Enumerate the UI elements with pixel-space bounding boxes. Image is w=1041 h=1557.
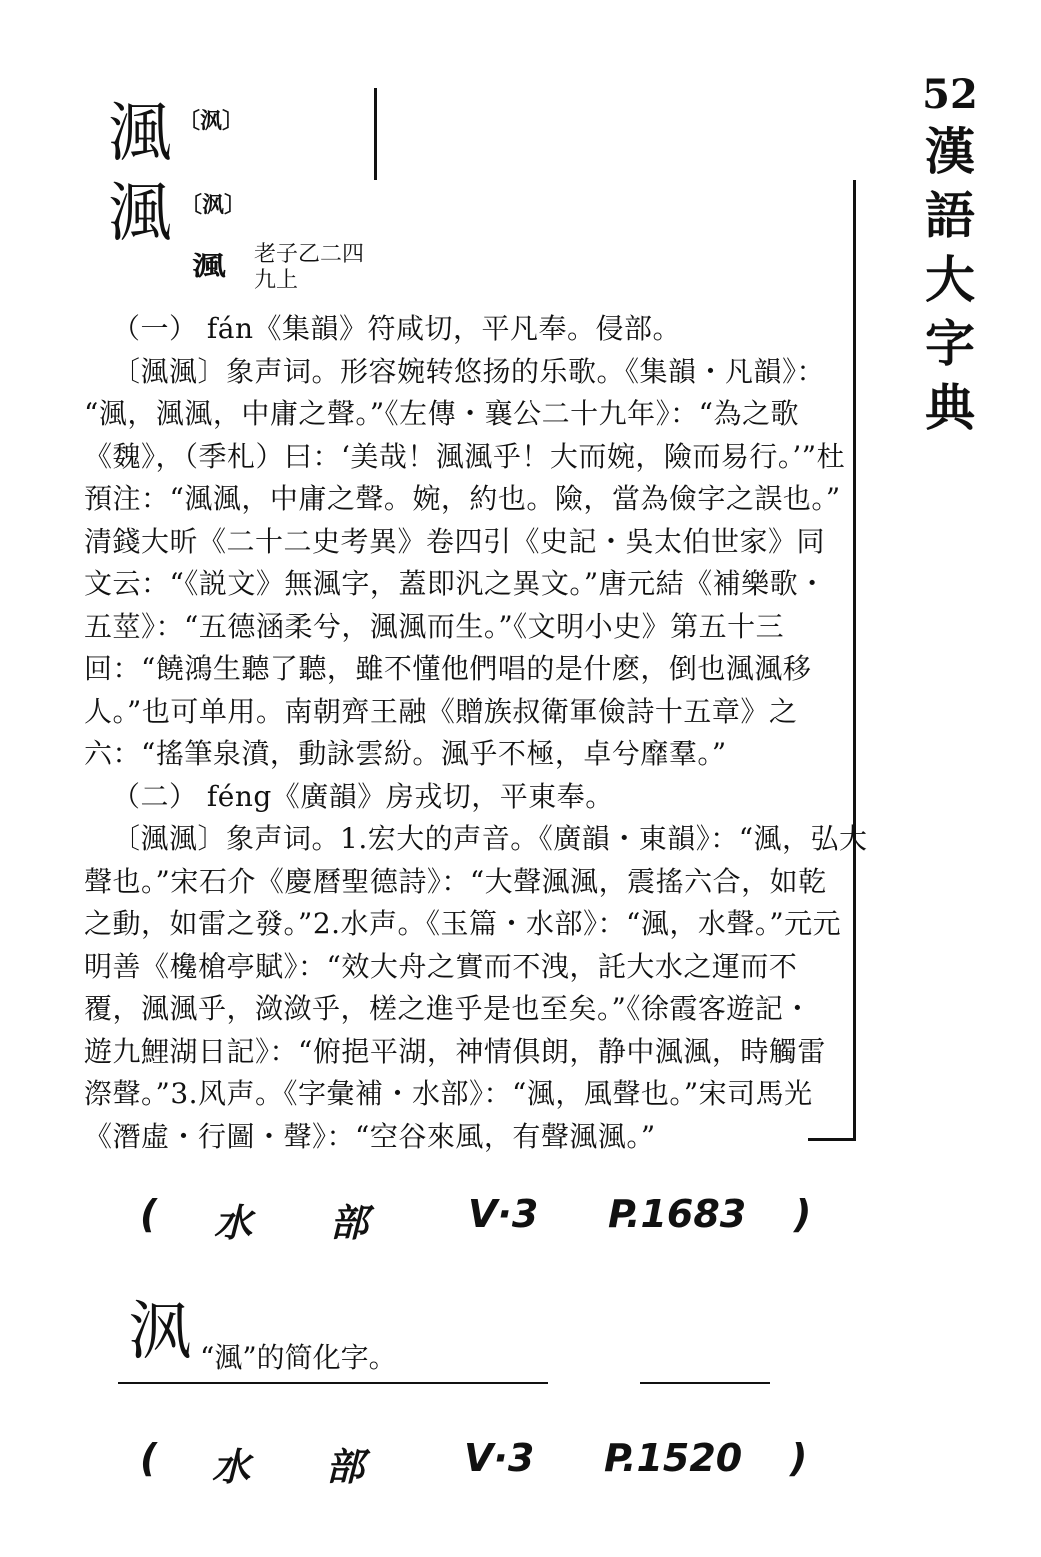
definition-line: 聲也。”宋石介《慶曆聖德詩》：“大聲渢渢，震搖六合，如乾	[84, 864, 827, 898]
page-number: 52	[922, 71, 978, 118]
definition-line: 《魏》，（季札）曰：‘美哉！渢渢乎！大而婉，險而易行。’”杜	[84, 439, 846, 473]
definition-line: 遊九鯉湖日記》：“俯挹平湖，神情俱朗，静中渢渢，時觸雷	[84, 1034, 826, 1068]
definition-line: 回：“饒鴻生聽了聽，雖不懂他們唱的是什麽，倒也渢渢移	[84, 652, 812, 685]
headword: 渢	[108, 177, 172, 251]
seal-source: 老子乙二四 九上	[254, 242, 365, 293]
seal-script-glyph: 渢	[192, 252, 226, 282]
definition-line: 五莖》：“五德涵柔兮，渢渢而生。”《文明小史》第五十三	[84, 609, 785, 643]
title-char: 漢	[925, 122, 975, 181]
reading-header: （一） fán《集韻》符咸切，平凡奉。侵部。	[112, 312, 681, 345]
divider-line	[640, 1382, 770, 1384]
definition-line: 明善《欃槍亭賦》：“效大舟之實而不洩，託大水之運而不	[84, 949, 798, 983]
divider-line	[853, 180, 856, 1140]
definition-line: 清錢大昕《二十二史考異》卷四引《史記・吳太伯世家》同	[84, 524, 826, 558]
title-char: 典	[925, 378, 975, 437]
definition-line: 《潛虛・行圖・聲》：“空谷來風，有聲渢渢。”	[84, 1119, 656, 1153]
definition-line: 人。”也可单用。南朝齊王融《贈族叔衛軍儉詩十五章》之	[84, 694, 798, 728]
divider-line	[374, 88, 377, 180]
title-char: 大	[925, 250, 975, 309]
definition-line: “渢，渢渢，中庸之聲。”《左傳・襄公二十九年》：“為之歌	[84, 397, 799, 430]
definition-line: 漈聲。”3.风声。《字彙補・水部》：“渢，風聲也。”宋司馬光	[84, 1077, 813, 1110]
title-char: 語	[925, 186, 975, 245]
definition-line: 六：“搖筆泉濆，動詠雲紛。渢乎不極，卓兮靡羣。”	[84, 737, 727, 770]
simplified-headword: 沨	[128, 1295, 192, 1369]
definition-line: 〔渢渢〕象声词。1.宏大的声音。《廣韻・東韻》：“渢，弘大	[112, 822, 868, 855]
reading-header: （二） féng《廣韻》房戎切，平東奉。	[112, 779, 614, 813]
simplified-definition: “渢”的简化字。	[200, 1341, 397, 1374]
title-char: 字	[925, 314, 975, 373]
headword-variant: 〔沨〕	[178, 108, 245, 134]
definition-line: 之動，如雷之發。”2.水声。《玉篇・水部》：“渢，水聲。”元元	[84, 907, 842, 940]
headword-variant: 〔沨〕	[180, 192, 247, 218]
dictionary-title	[920, 70, 980, 440]
definition-line: 預注：“渢渢，中庸之聲。婉，約也。險，當為儉字之誤也。”	[84, 482, 841, 515]
definition-line: 〔渢渢〕象声词。形容婉转悠扬的乐歌。《集韻・凡韻》：	[112, 354, 826, 388]
definition-line: 文云：“《説文》無渢字，蓋即汎之異文。”唐元結《補樂歌・	[84, 567, 827, 600]
headword: 渢	[108, 97, 172, 171]
definition-line: 覆，渢渢乎，潋潋乎，槎之進乎是也至矣。”《徐霞客遊記・	[84, 992, 812, 1025]
divider-line	[118, 1382, 548, 1384]
entry-body	[84, 308, 868, 1158]
